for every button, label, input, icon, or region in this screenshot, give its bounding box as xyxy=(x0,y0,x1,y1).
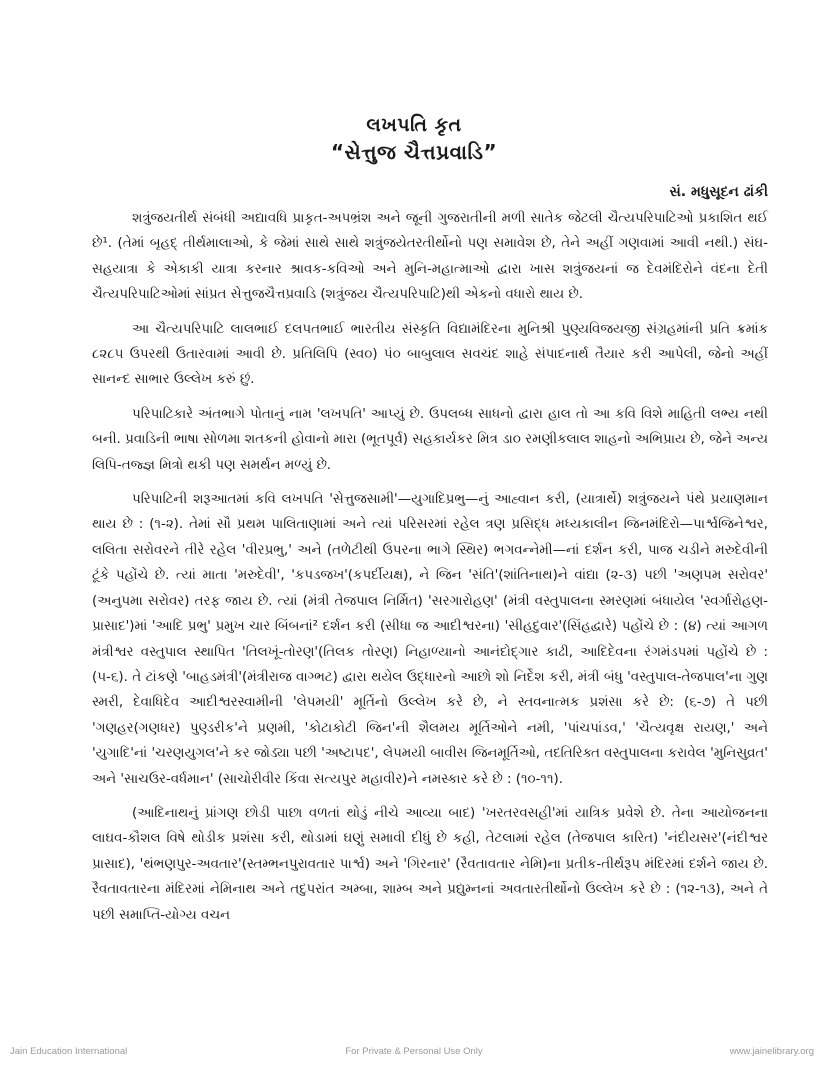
title-block xyxy=(0,112,828,166)
page-footer xyxy=(0,1046,828,1060)
editor-name: સં. મધુસૂદન ઢાંકી xyxy=(669,184,768,200)
footer-publisher: Jain Education International xyxy=(10,1046,128,1057)
body-text xyxy=(92,206,768,928)
footer-website-link[interactable]: www.jainelibrary.org xyxy=(729,1046,814,1057)
article-title: “સેત્તુજ ચૈત્તપ્રવાડિ” xyxy=(330,140,498,164)
paragraph-1: શત્રુંજયતીર્થ સંબંધી અદ્યાવધિ પ્રાકૃત-અપભ્રંશ અને જૂની ગુજરાતીની મળી સાતેક જેટલી ચૈત્યપરિપાટિઓ પ્રકાશિત થઈ છે¹. (તેમાં બૃહદ્ તીર્થમાલાઓ, કે જેમાં સાથે સાથે શત્રુંજયેતરતીર્થોનો પણ સમાવેશ છે, તેને અહીં ગણવામાં આવી નથી.) સંઘ-સહયાત્રા કે એકાકી યાત્રા કરનાર શ્રાવક-કવિઓ અને મુનિ-મહાત્માઓ દ્વારા ખાસ શત્રુંજયનાં જ દેવમંદિરોને વંદના દેતી ચૈત્યપરિપાટિઓમાં સાંપ્રત સેત્તુજચૈત્તપ્રવાડિ (શત્રુંજય ચૈત્યપરિપાટિ)થી એકનો વધારો થાય છે. xyxy=(92,211,768,303)
paragraph-2: આ ચૈત્યપરિપાટિ લાલભાઈ દલપતભાઈ ભારતીય સંસ્કૃતિ વિદ્યામંદિરના મુનિશ્રી પુણ્યવિજયજી સંગ્રહમાંની પ્રતિ ક્રમાંક ૮૨૮૫ ઉપરથી ઉતારવામાં આવી છે. પ્રતિલિપિ (સ્વ૦) પં૦ બાબુલાલ સવચંદ શાહે સંપાદનાર્થ તૈયાર કરી આપેલી, જેનો અહીં સાનન્દ સાભાર ઉલ્લેખ કરું છું. xyxy=(92,321,768,388)
paragraph-3: પરિપાટિકારે અંતભાગે પોતાનું નામ 'લખપતિ' આપ્યું છે. ઉપલબ્ધ સાધનો દ્વારા હાલ તો આ કવિ વિશે માહિતી લભ્ય નથી બની. પ્રવાડિની ભાષા સોળમા શતકની હોવાનો મારા (ભૂતપૂર્વ) સહકાર્યકર મિત્ર ડા૦ રમણીકલાલ શાહનો અભિપ્રાય છે, જેને અન્ય લિપિ-તજ્જ્ઞ મિત્રો થકી પણ સમર્થન મળ્યું છે. xyxy=(92,406,768,473)
paragraph-4: પરિપાટિની શરૂઆતમાં કવિ લખપતિ 'સેત્તુજસામી'—યુગાદિપ્રભુ—નું આહ્વાન કરી, (યાત્રાર્થે) શત્રુંજયને પંથે પ્રયાણમાન થાય છે : (૧-૨). તેમાં સૌ પ્રથમ પાલિતાણામાં અને ત્યાં પરિસરમાં રહેલ ત્રણ પ્રસિદ્ધ મધ્યકાલીન જિનમંદિરો—પાર્શ્વજિનેશ્વર, લલિતા સરોવરને તીરે રહેલ 'વીરપ્રભુ,' અને (તળેટીથી ઉપરના ભાગે સ્થિર) ભગવન્નેમી—નાં દર્શન કરી, પાજ ચડીને મરુદેવીની ટૂંકે પહોંચે છે. ત્યાં માતા 'મરુદેવી', 'કપડજખ'(કપર્દીયક્ષ), ને જિન 'સંતિ'(શાંતિનાથ)ને વાંદ્યા (૨-૩) પછી 'અણપમ સરોવર' (અનુપમા સરોવર) તરફ જાય છે. ત્યાં (મંત્રી તેજપાલ નિર્મિત) 'સરગારોહણ' (મંત્રી વસ્તુપાલના સ્મરણમાં બંધાયેલ 'સ્વર્ગારોહણ-પ્રાસાદ')માં 'આદિ પ્રભુ' પ્રમુખ ચાર બિંબનાં² દર્શન કરી (સીધા જ આદીશ્વરના) 'સીહદુવાર'(સિંહદ્વારે) પહોંચે છે : (૪) ત્યાં આગળ મંત્રીશ્વર વસ્તુપાલ સ્થાપિત 'તિલખૂં-તોરણ'(તિલક તોરણ) નિહાળ્યાનો આનંદોદ્ગાર કાઢી, આદિદેવના રંગમંડપમાં પહોંચે છે : (૫-૬). તે ટાંકણે 'બાહડમંત્રી'(મંત્રીરાજ વાગ્ભટ) દ્વારા થયેલ ઉદ્ધારનો આછો શો નિર્દેશ કરી, મંત્રી બંધુ 'વસ્તુપાલ-તેજપાલ'ના ગુણ સ્મરી, દેવાધિદેવ આદીશ્વરસ્વામીની 'લેપમયી' મૂર્તિનો ઉલ્લેખ કરે છે, ને સ્તવનાત્મક પ્રશંસા કરે છે: (૬-૭) તે પછી 'ગણહર(ગણધર) પુણ્ડરીક'ને પ્રણમી, 'કોટાકોટી જિન'ની શૈલમય મૂર્તિઓને નમી, 'પાંચપાંડવ,' 'ચૈત્યવૃક્ષ રાયણ,' અને 'યુગાદિ'નાં 'ચરણયુગલ'ને કર જોડ્યા પછી 'અષ્ટાપદ', લેપમયી બાવીસ જિનમૂર્તિઓ, તદતિરિક્ત વસ્તુપાલના કરાવેલ 'મુનિસુવ્રત' અને 'સાચઉર-વર્ધમાન' (સાચોરીવીર કિંવા સત્યપુર મહાવીર)ને નમસ્કાર કરે છે : (૧૦-૧૧). xyxy=(92,492,768,787)
footer-usage-note: For Private & Personal Use Only xyxy=(345,1046,483,1057)
paragraph-5: (આદિનાથનું પ્રાંગણ છોડી પાછા વળતાં થોડું નીચે આવ્યા બાદ) 'ખરતરવસહી'માં યાત્રિક પ્રવેશે છે. તેના આયોજનના લાઘવ-કૌશલ વિષે થોડીક પ્રશંસા કરી, થોડામાં ઘણું સમાવી દીધું છે કહી, તેટલામાં રહેલ (તેજપાલ કારિત) 'નંદીયસર'(નંદીશ્વર પ્રાસાદ), 'થંભણપુર-અવતાર'(સ્તમ્ભનપુરાવતાર પાર્શ્વ) અને 'ગિરનાર' (રૈવતાવતાર નેમિ)ના પ્રતીક-તીર્થરૂપ મંદિરમાં દર્શને જાય છે. રૈવતાવતારના મંદિરમાં નેમિનાથ અને તદુપરાંત અમ્બા, શામ્બ અને પ્રદ્યુમ્નનાં અવતારતીર્થોનો ઉલ્લેખ કરે છે : (૧૨-૧૩), અને તે પછી સમાપ્તિ-યોગ્ય વચન xyxy=(92,805,768,923)
article-byline-title: લખપતિ કૃત xyxy=(366,114,462,136)
